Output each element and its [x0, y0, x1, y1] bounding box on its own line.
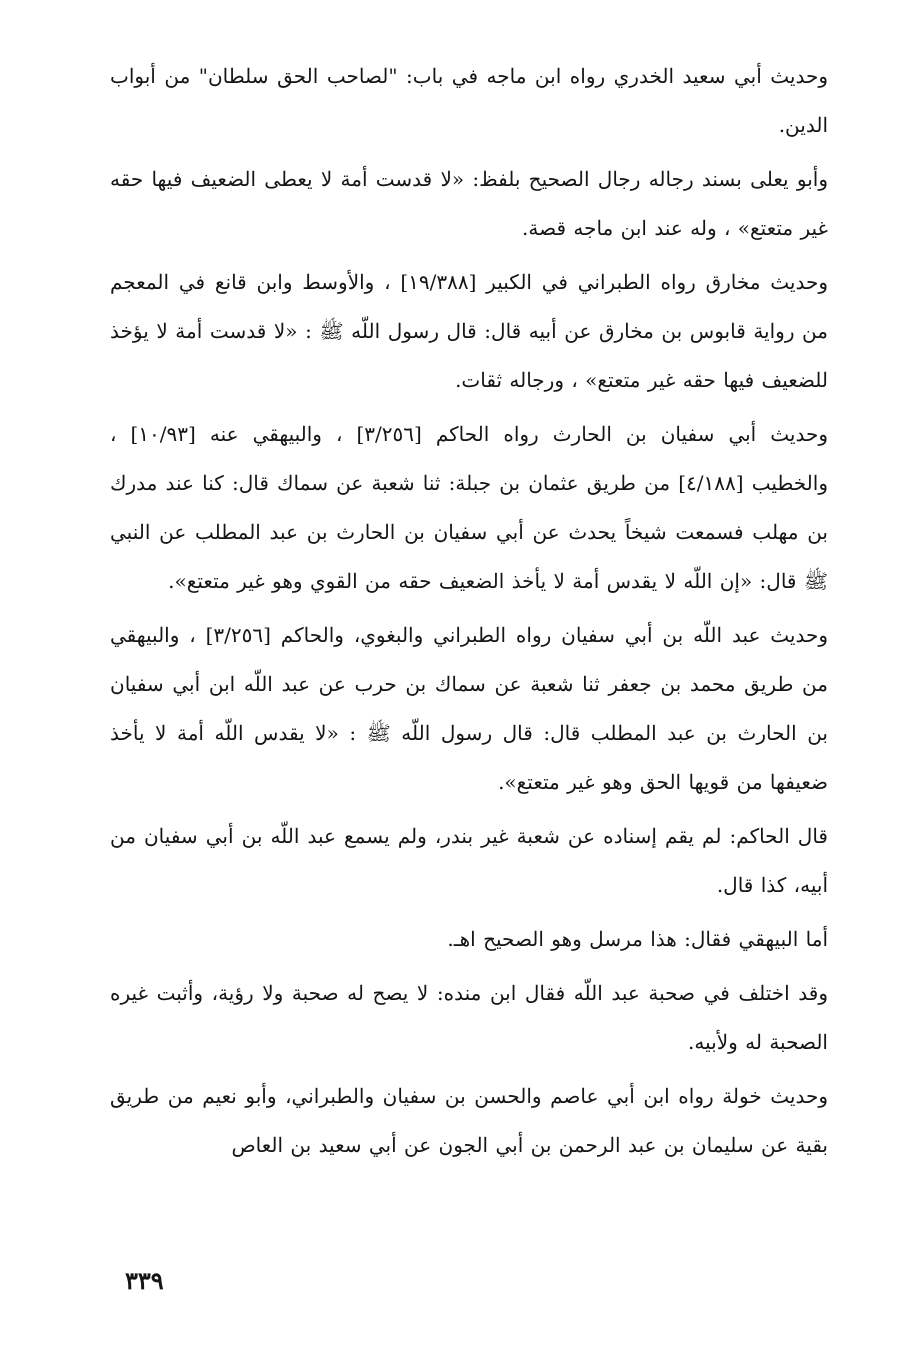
- paragraph-mukhariq: وحديث مخارق رواه الطبراني في الكبير [١٩/٣٨٨] ، والأوسط وابن قانع في المعجم من رواية قابوس بن مخارق عن أبيه قال: قال رسول اللّه ﷺ : «لا قدست أمة لا يؤخذ للضعيف فيها حقه غير متعتع» ، ورجاله ثقات.: [110, 270, 828, 392]
- paragraph-abu-said: وحديث أبي سعيد الخدري رواه ابن ماجه في باب: "لصاحب الحق سلطان" من أبواب الدين.: [110, 64, 828, 137]
- paragraph-khawla: وحديث خولة رواه ابن أبي عاصم والحسن بن سفيان والطبراني، وأبو نعيم من طريق بقية عن سليمان بن عبد الرحمن بن أبي الجون عن أبي سعيد بن العاص: [110, 1084, 828, 1157]
- page-number: ٣٣٩: [125, 1266, 164, 1295]
- paragraph-hakim: قال الحاكم: لم يقم إسناده عن شعبة غير بندر، ولم يسمع عبد اللّه بن أبي سفيان من أبيه، كذا قال.: [110, 824, 828, 897]
- paragraph-abdullah-ibn-abi-sufyan: وحديث عبد اللّه بن أبي سفيان رواه الطبراني والبغوي، والحاكم [٣/٢٥٦] ، والبيهقي من طريق محمد بن جعفر ثنا شعبة عن سماك بن حرب عن عبد اللّه ابن أبي سفيان بن الحارث بن عبد المطلب قال: قال رسول اللّه ﷺ : «لا يقدس اللّه أمة لا يأخذ ضعيفها من قويها الحق وهو غير متعتع».: [110, 623, 829, 794]
- paragraph-abu-yala: وأبو يعلى بسند رجاله رجال الصحيح بلفظ: «لا قدست أمة لا يعطى الضعيف فيها حقه غير متعتع» ، وله عند ابن ماجه قصة.: [110, 167, 828, 240]
- paragraph-abu-sufyan: وحديث أبي سفيان بن الحارث رواه الحاكم [٣/٢٥٦] ، والبيهقي عنه [١٠/٩٣] ، والخطيب [٤/١٨٨] من طريق عثمان بن جبلة: ثنا شعبة عن سماك قال: كنا عند مدرك بن مهلب فسمعت شيخاً يحدث عن أبي سفيان بن الحارث بن عبد المطلب عن النبي ﷺ قال: «إن اللّه لا يقدس أمة لا يأخذ الضعيف حقه من القوي وهو غير متعتع».: [110, 422, 828, 593]
- paragraph-companionship: وقد اختلف في صحبة عبد اللّه فقال ابن منده: لا يصح له صحبة ولا رؤية، وأثبت غيره الصحبة له ولأبيه.: [110, 981, 828, 1054]
- paragraph-bayhaqi: أما البيهقي فقال: هذا مرسل وهو الصحيح اهـ.: [447, 927, 828, 951]
- page-body: [110, 52, 828, 1175]
